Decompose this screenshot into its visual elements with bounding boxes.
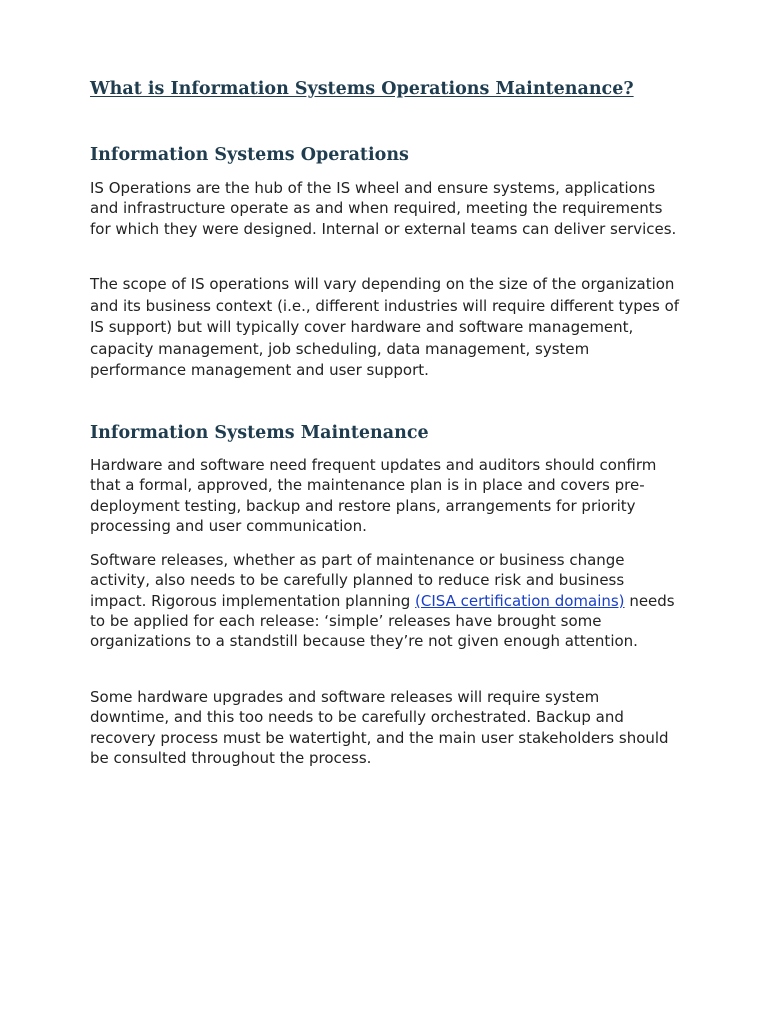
maintenance-paragraph-3: Some hardware upgrades and software releases will require system downtime, and this too needs to be carefully orchestrated. Backup and recovery process must be watertight, and the main user stakeholders should be consulted throughout the process. [90, 688, 669, 767]
operations-paragraph-1: IS Operations are the hub of the IS wheel and ensure systems, applications and infrastructure operate as and when required, meeting the requirements for which they were designed. Internal or external teams can deliver services. [90, 179, 677, 238]
document-title: What is Information Systems Operations Maintenance? [90, 79, 634, 99]
maintenance-paragraph-2-before-link: Software releases, whether as part of maintenance or business change activity, also needs to be carefully planned to reduce risk and business impact. Rigorous implementation planning [90, 551, 625, 610]
maintenance-paragraph-1: Hardware and software need frequent updates and auditors should confirm that a formal, approved, the maintenance plan is in place and covers pre-deployment testing, backup and restore plans, arrangements for priority processing and user communication. [90, 456, 657, 535]
operations-paragraph-2: The scope of IS operations will vary depending on the size of the organization and its business context (i.e., different industries will require different types of IS support) but will typically cover hardware and software management, capacity management, job scheduling, data management, system performance management and user support. [90, 275, 680, 379]
section-heading-maintenance: Information Systems Maintenance [90, 423, 429, 443]
maintenance-paragraph-2 [90, 550, 680, 651]
section-heading-operations: Information Systems Operations [90, 145, 409, 165]
maintenance-paragraph-2-after-link: needs to be applied for each release: ‘simple’ releases have brought some organizations to a standstill because they’re not given enough attention. [90, 591, 675, 651]
cisa-certification-domains-link[interactable]: (CISA certification domains) [415, 591, 625, 610]
